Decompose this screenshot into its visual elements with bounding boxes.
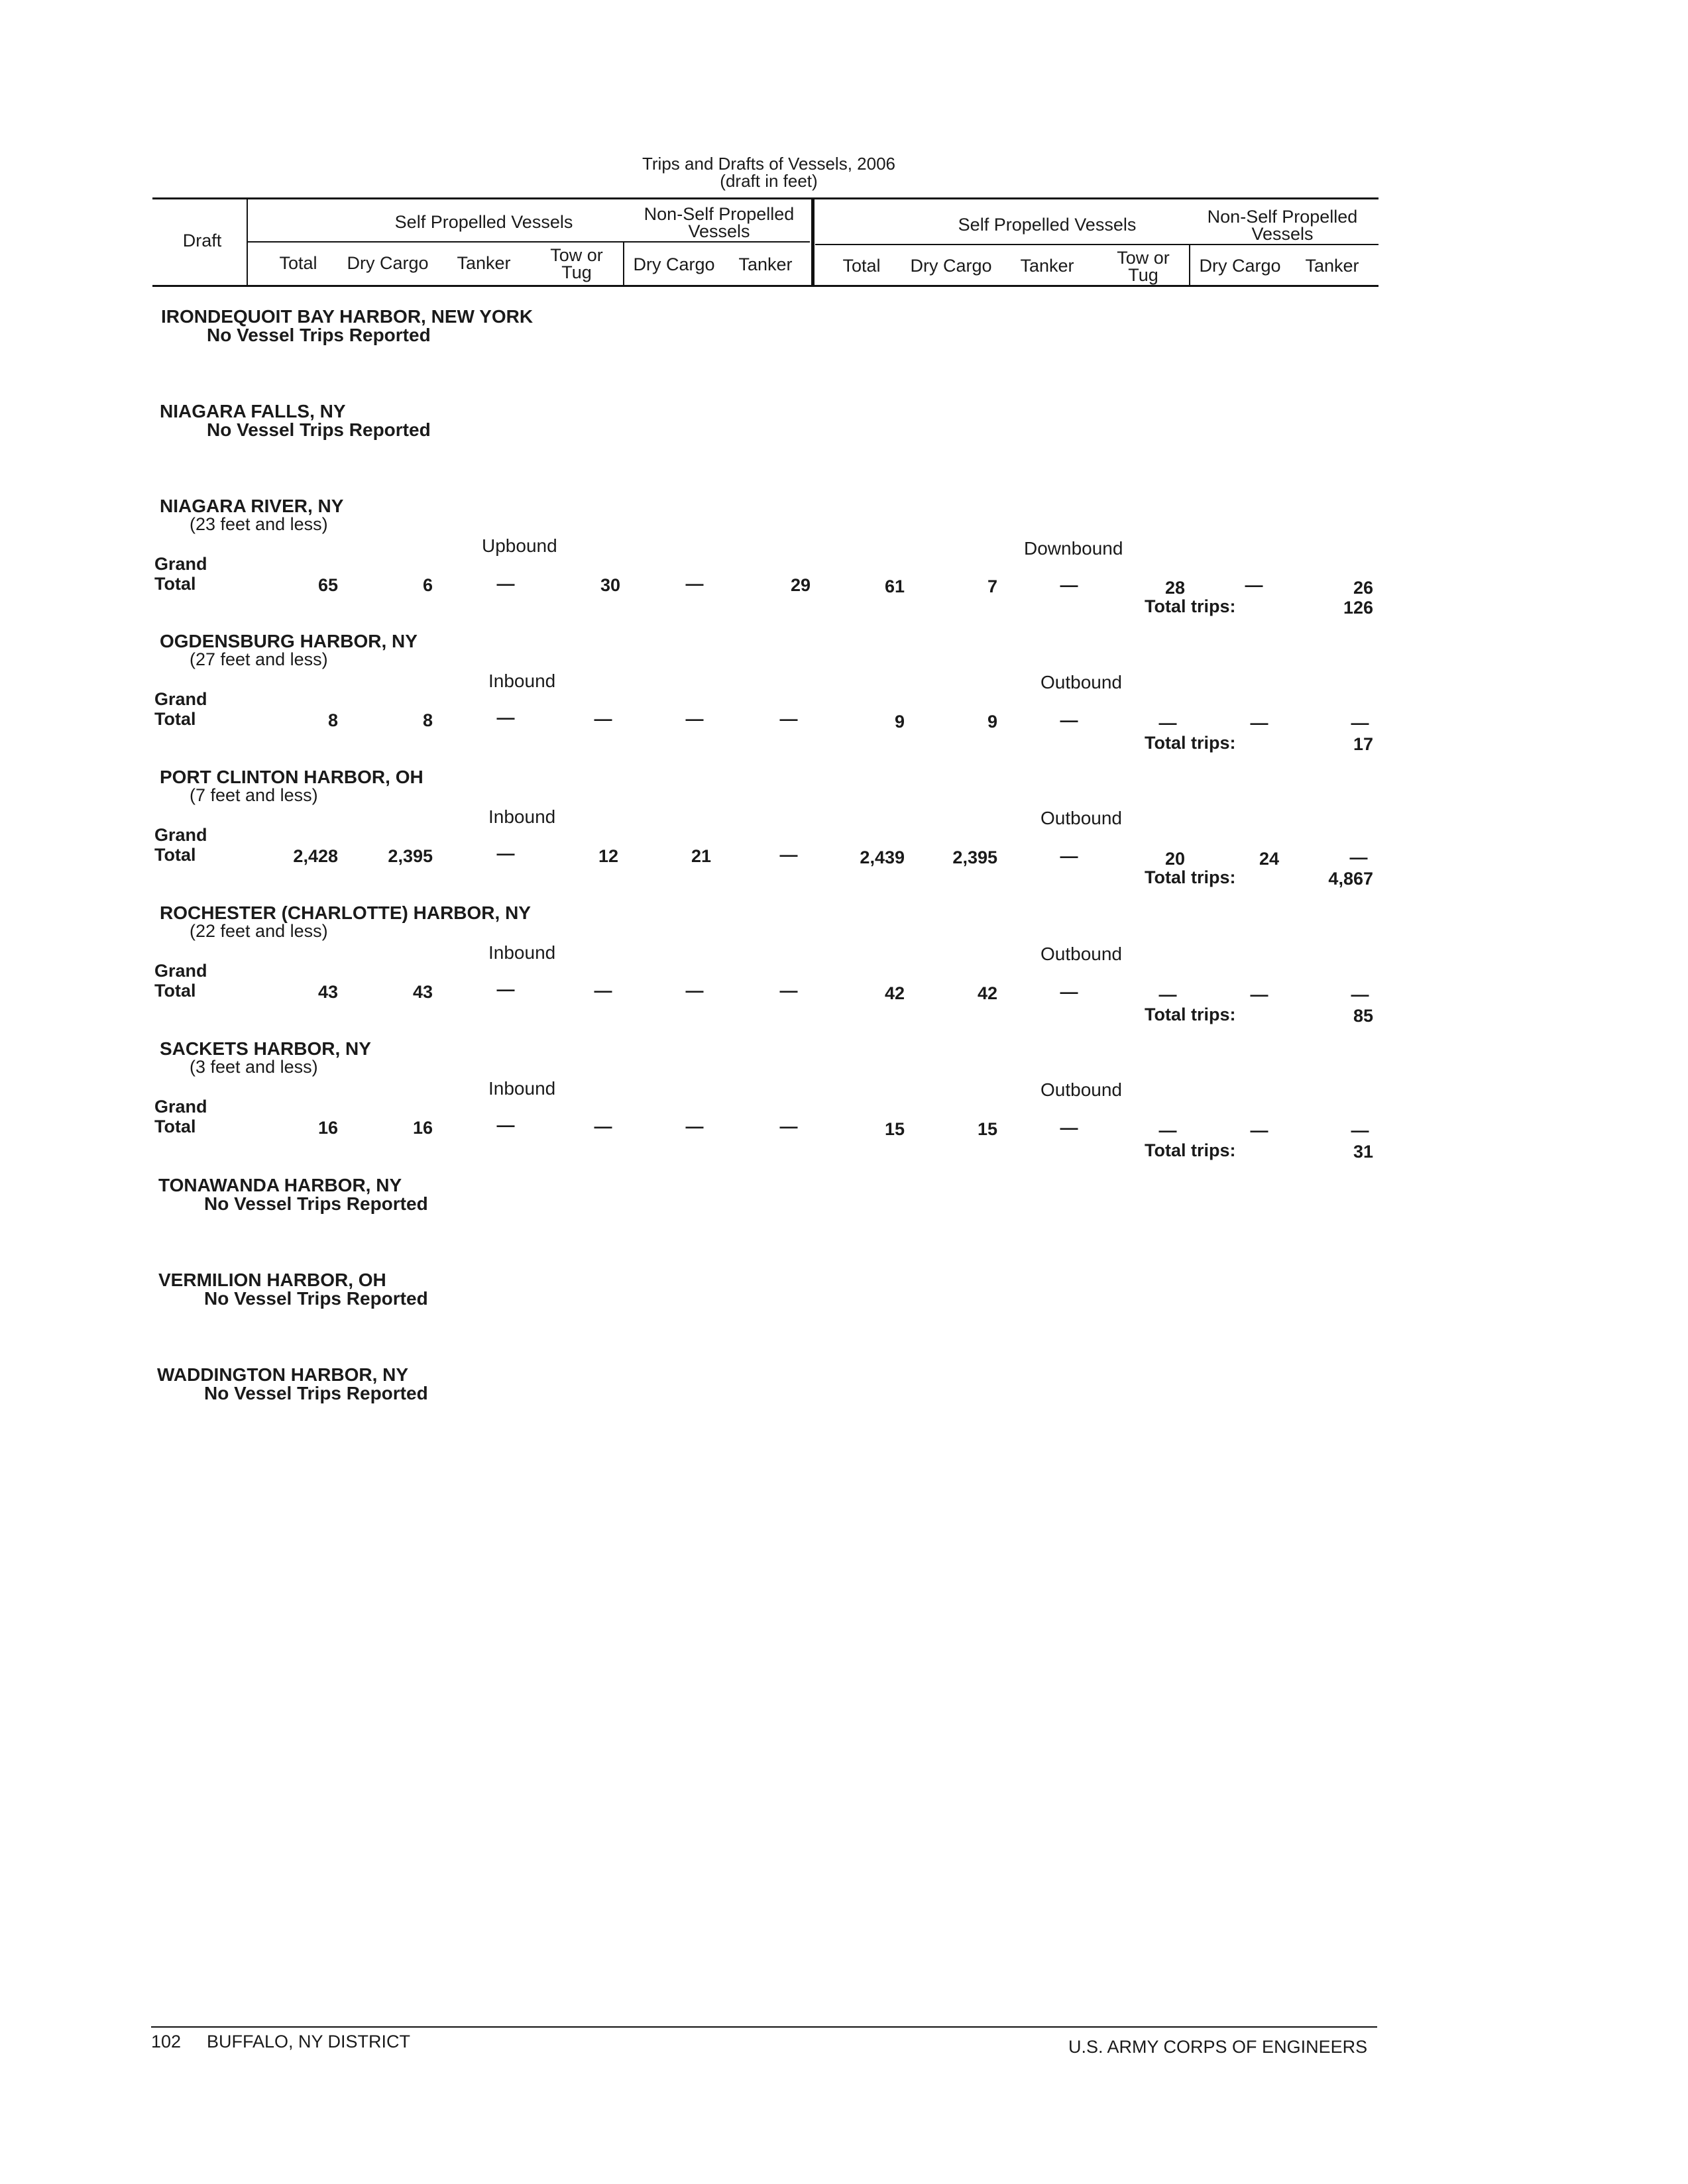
cell-dry-cargo-left: 43	[412, 982, 433, 1002]
cell-dry-cargo-right: 7	[987, 576, 997, 596]
cell-tanker-right: —	[1060, 846, 1078, 866]
no-trips-note: No Vessel Trips Reported	[207, 419, 431, 440]
section-title: OGDENSBURG HARBOR, NY	[160, 631, 418, 651]
cell-total-right: 2,439	[860, 847, 905, 867]
cell-nsp-dry-right: 24	[1259, 849, 1279, 869]
cell-tow-left: 12	[598, 846, 618, 866]
cell-nsp-dry-right: —	[1250, 985, 1268, 1005]
total-trips-value: 31	[1353, 1142, 1373, 1162]
cell-nsp-dry-right: —	[1250, 1120, 1268, 1140]
cell-total-right: 9	[894, 712, 905, 732]
section-title: WADDINGTON HARBOR, NY	[157, 1364, 409, 1385]
direction-label-1: Inbound	[488, 671, 556, 691]
col-tanker-right: Tanker	[1020, 256, 1074, 276]
col-nsp-dry-cargo-left: Dry Cargo	[633, 254, 715, 274]
section-draft-range: (23 feet and less)	[190, 514, 328, 534]
col-total-right: Total	[842, 256, 881, 276]
total-trips-value: 126	[1343, 598, 1373, 618]
cell-total-left: 16	[317, 1118, 338, 1138]
cell-nsp-tanker-right: 26	[1353, 578, 1373, 598]
section-title: IRONDEQUOIT BAY HARBOR, NEW YORK	[161, 306, 534, 327]
page-subtitle: (draft in feet)	[720, 171, 818, 191]
col-nsp-dry-cargo-right: Dry Cargo	[1199, 256, 1281, 276]
total-label: Total	[154, 845, 196, 865]
cell-nsp-dry-left: —	[685, 981, 704, 1001]
cell-nsp-dry-left: —	[685, 1117, 704, 1136]
cell-nsp-tanker-right: —	[1351, 713, 1369, 733]
grand-label: Grand	[154, 961, 207, 981]
section-title: NIAGARA RIVER, NY	[160, 496, 344, 516]
footer-rule	[151, 2026, 1377, 2028]
cell-dry-cargo-right: 15	[977, 1119, 997, 1139]
cell-tanker-right: —	[1060, 1118, 1078, 1138]
cell-nsp-dry-left: —	[685, 709, 704, 729]
cell-tow-right: —	[1158, 1120, 1177, 1140]
footer-page-number: 102	[151, 2032, 182, 2051]
col-nsp-tanker-left: Tanker	[738, 254, 793, 274]
total-trips-label: Total trips:	[1145, 867, 1236, 887]
total-trips-label: Total trips:	[1145, 733, 1236, 753]
no-trips-note: No Vessel Trips Reported	[204, 1288, 428, 1309]
cell-tow-right: 20	[1164, 849, 1185, 869]
col-tow-right-1: Tow or	[1117, 248, 1170, 268]
footer-agency: U.S. ARMY CORPS OF ENGINEERS	[1068, 2037, 1368, 2057]
section-draft-range: (22 feet and less)	[190, 921, 328, 941]
header-self-propelled-right: Self Propelled Vessels	[958, 215, 1137, 235]
grand-label: Grand	[154, 554, 207, 574]
direction-label-1: Inbound	[488, 1078, 556, 1099]
col-dry-cargo-left: Dry Cargo	[347, 253, 429, 273]
cell-tanker-right: —	[1060, 982, 1078, 1002]
cell-total-right: 15	[884, 1119, 905, 1139]
direction-label-1: Inbound	[488, 942, 556, 963]
cell-tanker-left: —	[496, 979, 515, 999]
cell-total-left: 65	[317, 575, 338, 595]
cell-tow-right: —	[1158, 985, 1177, 1005]
section-draft-range: (7 feet and less)	[190, 785, 318, 805]
header-self-propelled-left: Self Propelled Vessels	[394, 212, 573, 232]
header-divider-center	[811, 197, 815, 286]
direction-label-1: Upbound	[482, 535, 557, 556]
cell-nsp-tanker-left: 29	[790, 575, 811, 595]
cell-tanker-right: —	[1060, 710, 1078, 730]
cell-dry-cargo-left: 8	[422, 710, 433, 730]
col-tow-left-2: Tug	[561, 262, 592, 282]
cell-nsp-dry-left: 21	[691, 846, 711, 866]
cell-total-left: 8	[327, 710, 338, 730]
total-trips-value: 85	[1353, 1006, 1373, 1026]
no-trips-note: No Vessel Trips Reported	[204, 1193, 428, 1214]
header-nsp-right-1: Non-Self Propelled	[1207, 207, 1358, 227]
no-trips-note: No Vessel Trips Reported	[207, 325, 431, 345]
cell-nsp-tanker-left: —	[779, 1117, 798, 1136]
total-trips-value: 4,867	[1328, 869, 1373, 889]
cell-total-left: 43	[317, 982, 338, 1002]
total-trips-value: 17	[1353, 734, 1373, 754]
footer-district: BUFFALO, NY DISTRICT	[207, 2032, 411, 2051]
total-trips-label: Total trips:	[1145, 1005, 1236, 1024]
no-trips-note: No Vessel Trips Reported	[204, 1383, 428, 1403]
section-title: TONAWANDA HARBOR, NY	[158, 1175, 402, 1195]
col-tow-right-2: Tug	[1128, 265, 1158, 285]
cell-nsp-tanker-right: —	[1351, 985, 1369, 1005]
total-label: Total	[154, 981, 196, 1001]
cell-tow-left: —	[594, 981, 612, 1001]
section-title: ROCHESTER (CHARLOTTE) HARBOR, NY	[160, 902, 531, 923]
cell-tanker-left: —	[496, 574, 515, 594]
cell-tow-right: 28	[1164, 578, 1185, 598]
cell-nsp-dry-left: —	[685, 574, 704, 594]
section-draft-range: (3 feet and less)	[190, 1057, 318, 1077]
direction-label-2: Outbound	[1041, 672, 1122, 692]
header-nsp-left-2: Vessels	[688, 221, 750, 241]
col-dry-cargo-right: Dry Cargo	[910, 256, 992, 276]
direction-label-2: Outbound	[1041, 944, 1122, 964]
header-draft: Draft	[182, 231, 222, 250]
cell-nsp-tanker-left: —	[779, 845, 798, 865]
col-nsp-tanker-right: Tanker	[1305, 256, 1359, 276]
section-draft-range: (27 feet and less)	[190, 649, 328, 669]
cell-tanker-left: —	[496, 844, 515, 863]
cell-tow-left: 30	[600, 575, 620, 595]
cell-dry-cargo-right: 2,395	[952, 847, 997, 867]
cell-nsp-tanker-left: —	[779, 709, 798, 729]
cell-nsp-tanker-right: —	[1351, 1120, 1369, 1140]
cell-dry-cargo-left: 2,395	[388, 846, 433, 866]
section-title: NIAGARA FALLS, NY	[160, 401, 346, 421]
cell-total-right: 61	[884, 576, 905, 596]
grand-label: Grand	[154, 689, 207, 709]
total-label: Total	[154, 709, 196, 729]
cell-nsp-dry-right: —	[1250, 713, 1268, 733]
direction-label-2: Outbound	[1041, 808, 1122, 828]
header-mid-rule-right	[815, 244, 1379, 245]
cell-total-left: 2,428	[293, 846, 338, 866]
cell-tow-left: —	[594, 1117, 612, 1136]
page-title: Trips and Drafts of Vessels, 2006	[642, 154, 895, 174]
header-nsp-left-1: Non-Self Propelled	[644, 204, 795, 224]
section-title: VERMILION HARBOR, OH	[158, 1270, 386, 1290]
cell-nsp-dry-right: —	[1245, 575, 1263, 595]
total-trips-label: Total trips:	[1145, 1140, 1236, 1160]
cell-dry-cargo-left: 16	[412, 1118, 433, 1138]
section-title: PORT CLINTON HARBOR, OH	[160, 767, 423, 787]
section-title: SACKETS HARBOR, NY	[160, 1038, 371, 1059]
grand-label: Grand	[154, 1097, 207, 1117]
col-total-left: Total	[279, 253, 317, 273]
cell-dry-cargo-right: 9	[987, 712, 997, 732]
cell-nsp-tanker-right: —	[1349, 847, 1368, 867]
header-top-rule	[152, 197, 1379, 199]
cell-nsp-tanker-left: —	[779, 981, 798, 1001]
cell-tow-right: —	[1158, 713, 1177, 733]
col-tow-left-1: Tow or	[550, 245, 603, 265]
cell-total-right: 42	[884, 983, 905, 1003]
direction-label-2: Outbound	[1041, 1079, 1122, 1100]
grand-label: Grand	[154, 825, 207, 845]
header-bottom-rule	[152, 285, 1379, 287]
cell-tanker-right: —	[1060, 575, 1078, 595]
header-mid-rule-left	[247, 241, 810, 243]
total-label: Total	[154, 1117, 196, 1136]
cell-tanker-left: —	[496, 1115, 515, 1135]
cell-tanker-left: —	[496, 708, 515, 728]
total-label: Total	[154, 574, 196, 594]
cell-dry-cargo-right: 42	[977, 983, 997, 1003]
direction-label-2: Downbound	[1024, 538, 1123, 559]
col-tanker-left: Tanker	[457, 253, 511, 273]
cell-tow-left: —	[594, 709, 612, 729]
cell-dry-cargo-left: 6	[422, 575, 433, 595]
direction-label-1: Inbound	[488, 806, 556, 827]
total-trips-label: Total trips:	[1145, 596, 1236, 616]
header-divider-draft	[247, 197, 248, 286]
header-nsp-right-2: Vessels	[1251, 224, 1314, 244]
